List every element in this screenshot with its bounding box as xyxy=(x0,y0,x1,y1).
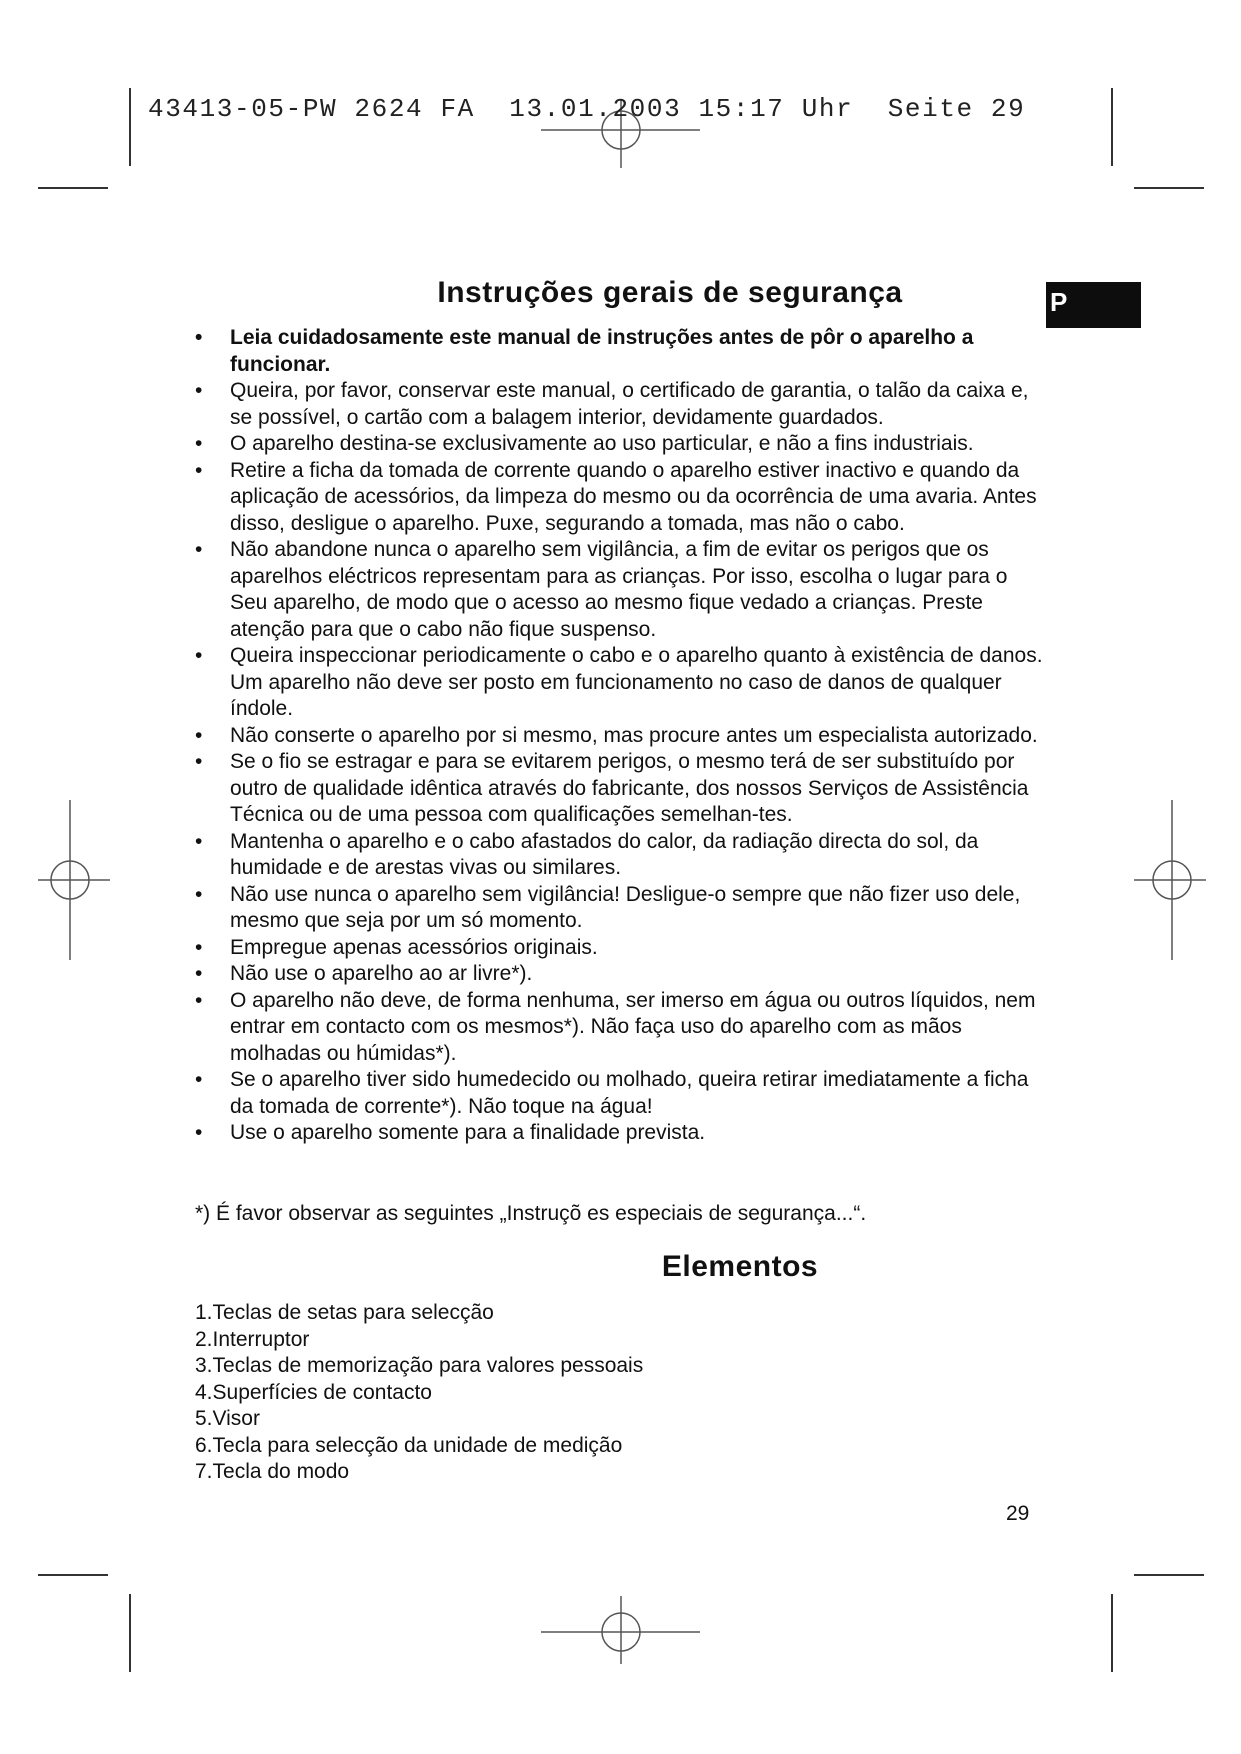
safety-item: • Use o aparelho somente para a finalidade prevista. xyxy=(195,1120,1045,1147)
safety-item: • Não use o aparelho ao ar livre*). xyxy=(195,961,1045,988)
safety-item: • O aparelho não deve, de forma nenhuma, ser imerso em água ou outros líquidos, nem entrar em contacto com os mesmos*). Não faça uso do aparelho com as mãos molhadas ou húmidas*). xyxy=(195,988,1045,1068)
safety-footnote: *) É favor observar as seguintes „Instruçõ es especiais de segurança...“. xyxy=(195,1202,867,1225)
safety-item: • Queira inspeccionar periodicamente o cabo e o aparelho quanto à existência de danos. Um aparelho não deve ser posto em funcionamento no caso de danos de qualquer índole. xyxy=(195,643,1045,723)
page-number: 29 xyxy=(1006,1502,1030,1525)
registration-mark-left xyxy=(38,800,110,960)
safety-title: Instruções gerais de segurança xyxy=(437,276,903,309)
element-item: 4.Superfícies de contacto xyxy=(195,1380,432,1404)
registration-mark-bottom xyxy=(541,1596,700,1664)
safety-list xyxy=(195,325,1045,1147)
element-item: 5.Visor xyxy=(195,1407,260,1430)
safety-item: • Leia cuidadosamente este manual de instruções antes de pôr o aparelho a funcionar. xyxy=(195,325,1045,378)
language-tab: P xyxy=(1046,282,1141,328)
registration-mark-right xyxy=(1134,800,1206,960)
element-item: 1.Teclas de setas para selecção xyxy=(195,1301,494,1324)
safety-item: • Se o fio se estragar e para se evitarem perigos, o mesmo terá de ser substituído por outro de qualidade idêntica através do fabricante, dos nossos Serviços de Assistência Técnica ou de uma pessoa com qualificações semelhan-tes. xyxy=(195,749,1045,829)
safety-item: • O aparelho destina-se exclusivamente ao uso particular, e não a fins industriais. xyxy=(195,431,1045,458)
elements-title: Elementos xyxy=(661,1250,819,1283)
print-header: 43413-05-PW 2624 FA 13.01.2003 15:17 Uhr Seite 29 xyxy=(148,94,1026,124)
safety-item: • Empregue apenas acessórios originais. xyxy=(195,935,1045,962)
element-item: 7.Tecla do modo xyxy=(195,1460,350,1483)
element-item: 3.Teclas de memorização para valores pessoais xyxy=(195,1354,644,1377)
element-item: 2.Interruptor xyxy=(195,1327,310,1351)
safety-item: • Mantenha o aparelho e o cabo afastados do calor, da radiação directa do sol, da humidade e de arestas vivas ou similares. xyxy=(195,829,1045,882)
elements-list xyxy=(195,1300,643,1486)
safety-item: • Não use nunca o aparelho sem vigilância! Desligue-o sempre que não fizer uso dele, mesmo que seja por um só momento. xyxy=(195,882,1045,935)
safety-item: • Não abandone nunca o aparelho sem vigilância, a fim de evitar os perigos que os aparelhos eléctricos representam para as crianças. Por isso, escolha o lugar para o Seu aparelho, de modo que o acesso ao mesmo fique vedado a crianças. Preste atenção para que o cabo não fique suspenso. xyxy=(195,537,1045,643)
safety-item: • Queira, por favor, conservar este manual, o certificado de garantia, o talão da caixa e, se possível, o cartão com a balagem interior, devidamente guardados. xyxy=(195,378,1045,431)
safety-item: • Se o aparelho tiver sido humedecido ou molhado, queira retirar imediatamente a ficha da tomada de corrente*). Não toque na água! xyxy=(195,1067,1045,1120)
safety-item: • Retire a ficha da tomada de corrente quando o aparelho estiver inactivo e quando da aplicação de acessórios, da limpeza do mesmo ou da ocorrência de uma avaria. Antes disso, desligue o aparelho. Puxe, segurando a tomada, mas não o cabo. xyxy=(195,458,1045,538)
safety-item: • Não conserte o aparelho por si mesmo, mas procure antes um especialista autorizado. xyxy=(195,723,1045,750)
element-item: 6.Tecla para selecção da unidade de medição xyxy=(195,1433,623,1457)
